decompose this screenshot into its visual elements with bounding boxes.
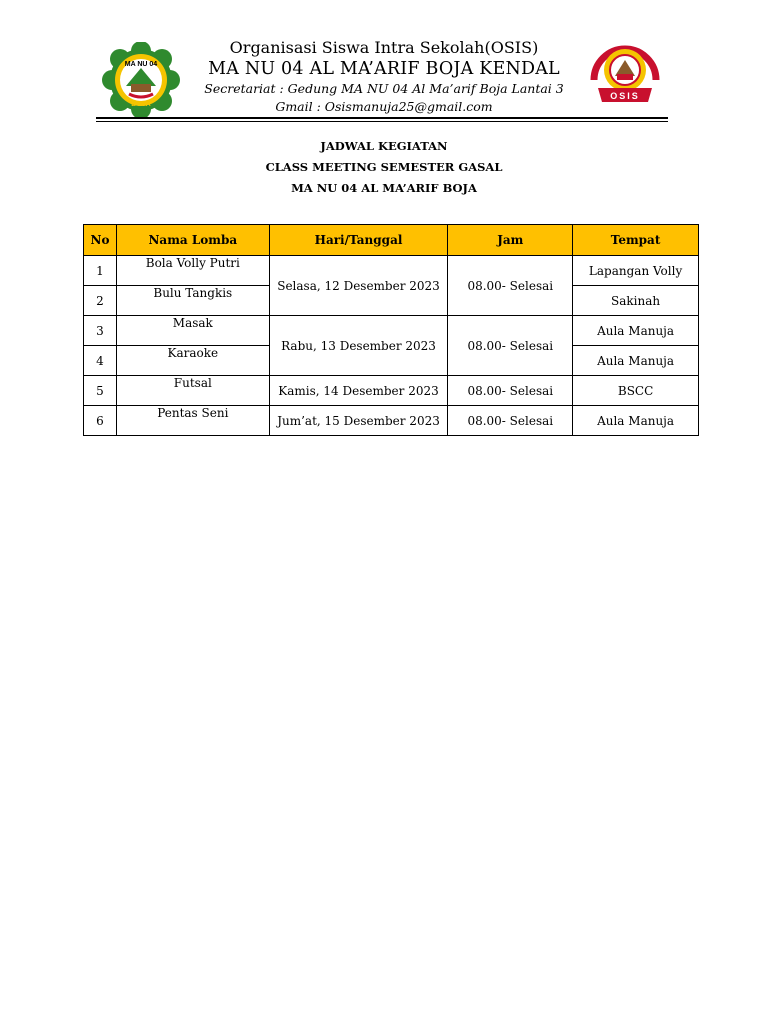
cell-no: 1 (84, 256, 117, 286)
cell-lomba: Bulu Tangkis (116, 286, 269, 316)
cell-no: 4 (84, 346, 117, 376)
cell-tempat: Aula Manuja (573, 316, 699, 346)
logo-osis-text: OSIS (610, 91, 640, 101)
secretariat-address: Secretariat : Gedung MA NU 04 Al Ma’arif Boja Lantai 3 (204, 81, 564, 96)
cell-jam: 08.00- Selesai (448, 376, 573, 406)
header-hari-tanggal: Hari/Tanggal (269, 225, 448, 256)
table-header-row (84, 225, 699, 256)
org-name: Organisasi Siswa Intra Sekolah(OSIS) (229, 38, 539, 57)
letterhead-rule-thick (96, 117, 668, 119)
cell-hari: Jum’at, 15 Desember 2023 (269, 406, 448, 436)
header-no: No (84, 225, 117, 256)
cell-lomba: Masak (116, 316, 269, 346)
header-nama-lomba: Nama Lomba (116, 225, 269, 256)
cell-hari: Kamis, 14 Desember 2023 (269, 376, 448, 406)
cell-hari: Selasa, 12 Desember 2023 (269, 256, 448, 316)
cell-jam: 08.00- Selesai (448, 256, 573, 316)
logo-text-bottom: BOJA (131, 101, 151, 108)
cell-lomba: Bola Volly Putri (116, 256, 269, 286)
title-line-2: CLASS MEETING SEMESTER GASAL (265, 160, 503, 174)
table-row (84, 256, 699, 286)
table-row (84, 376, 699, 406)
logo-text-top: MA NU 04 (124, 61, 158, 68)
school-name: MA NU 04 AL MA’ARIF BOJA KENDAL (208, 59, 560, 79)
cell-no: 5 (84, 376, 117, 406)
header-jam: Jam (448, 225, 573, 256)
cell-tempat: Lapangan Volly (573, 256, 699, 286)
cell-no: 2 (84, 286, 117, 316)
letterhead-rule-thin (96, 121, 668, 122)
cell-lomba: Pentas Seni (116, 406, 269, 436)
cell-tempat: Aula Manuja (573, 406, 699, 436)
gmail-address: Gmail : Osismanuja25@gmail.com (275, 99, 493, 114)
table-row (84, 316, 699, 346)
cell-hari: Rabu, 13 Desember 2023 (269, 316, 448, 376)
cell-jam: 08.00- Selesai (448, 316, 573, 376)
header-tempat: Tempat (573, 225, 699, 256)
cell-no: 3 (84, 316, 117, 346)
cell-tempat: Sakinah (573, 286, 699, 316)
cell-tempat: BSCC (573, 376, 699, 406)
cell-jam: 08.00- Selesai (448, 406, 573, 436)
osis-logo (586, 36, 664, 114)
cell-no: 6 (84, 406, 117, 436)
cell-lomba: Karaoke (116, 346, 269, 376)
table-row (84, 406, 699, 436)
title-line-3: MA NU 04 AL MA’ARIF BOJA (291, 181, 477, 195)
letterhead (180, 38, 588, 116)
cell-lomba: Futsal (116, 376, 269, 406)
school-logo (96, 42, 186, 118)
title-line-1: JADWAL KEGIATAN (320, 139, 448, 153)
schedule-table (83, 224, 699, 436)
cell-tempat: Aula Manuja (573, 346, 699, 376)
